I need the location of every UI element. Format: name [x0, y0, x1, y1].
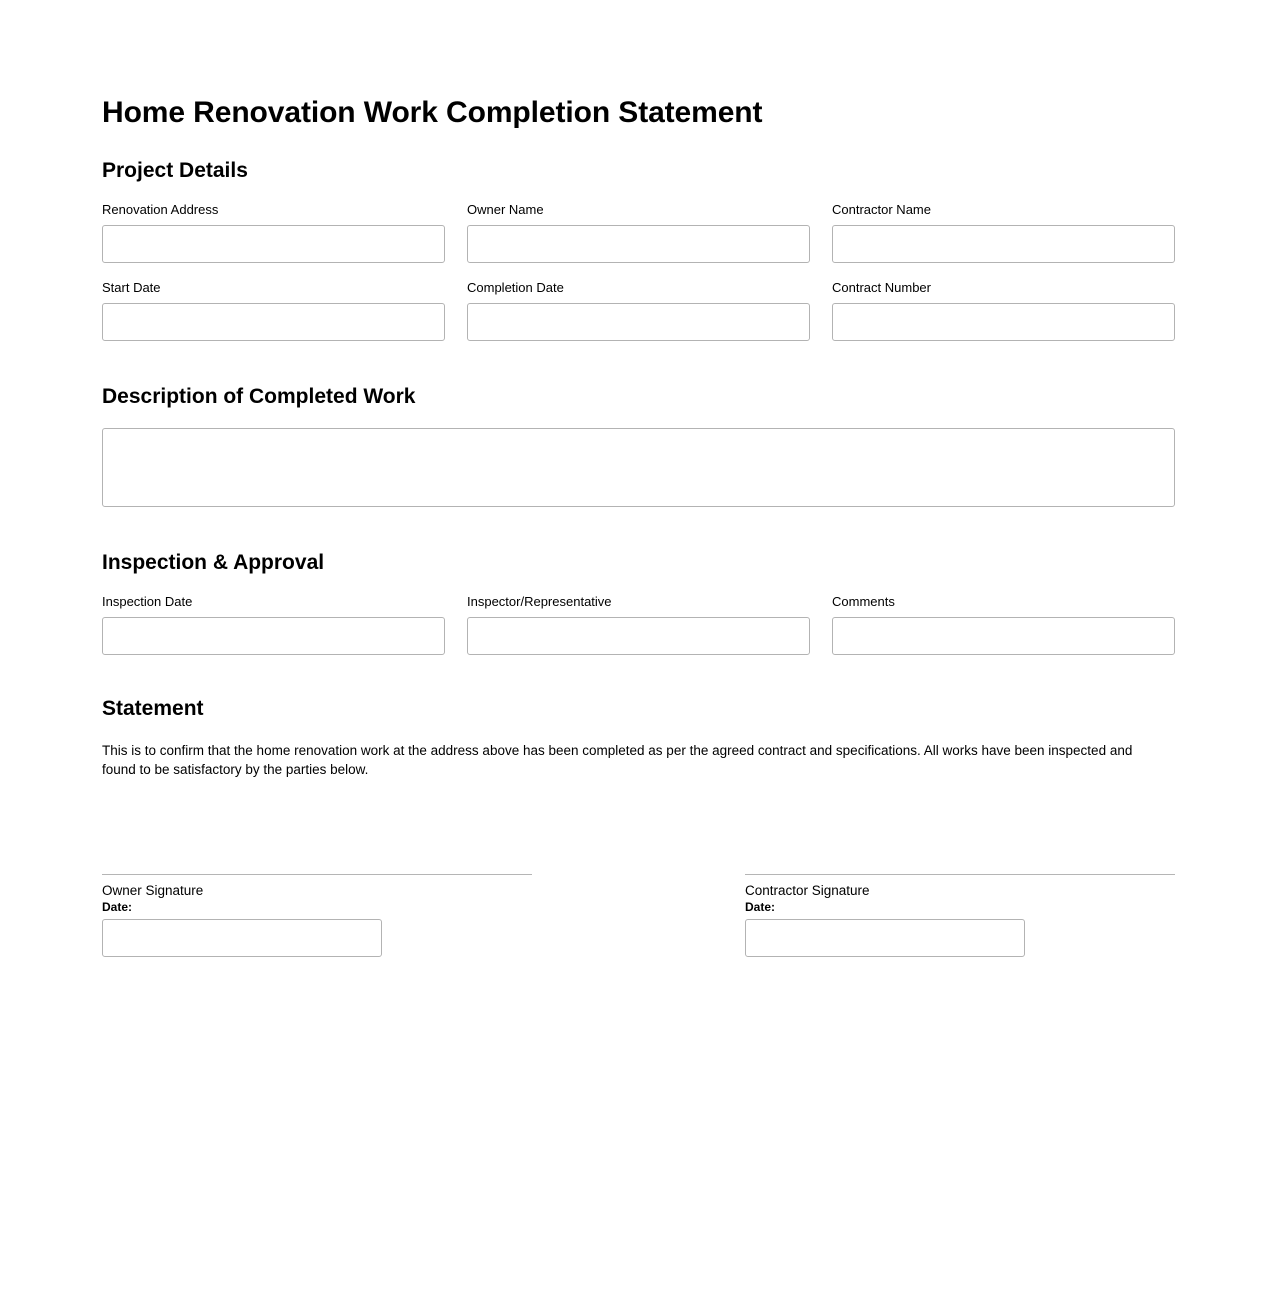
- owner-date-label: Date:: [102, 899, 133, 914]
- label-contract-number: Contract Number: [832, 280, 931, 296]
- input-owner-name[interactable]: [467, 225, 810, 263]
- statement-section: [102, 697, 1175, 778]
- label-start-date: Start Date: [102, 280, 161, 296]
- page-title: Home Renovation Work Completion Statement: [102, 96, 763, 129]
- field-inspector-representative: [467, 594, 810, 655]
- field-owner-name: [467, 202, 810, 263]
- label-inspector-representative: Inspector/Representative: [467, 594, 612, 610]
- input-inspection-date[interactable]: [102, 617, 445, 655]
- label-comments: Comments: [832, 594, 895, 610]
- input-comments[interactable]: [832, 617, 1175, 655]
- inspection-row-1: [102, 594, 1175, 655]
- statement-body: This is to confirm that the home renovation work at the address above has been completed as per the agreed contract and specifications. All works have been inspected and found to be satisfactory by the parties below.: [102, 742, 1133, 777]
- input-contractor-date[interactable]: [745, 919, 1025, 957]
- input-contractor-name[interactable]: [832, 225, 1175, 263]
- section-heading-description: Description of Completed Work: [102, 385, 416, 409]
- field-renovation-address: [102, 202, 445, 263]
- input-description-of-work[interactable]: [102, 428, 1175, 507]
- field-contractor-name: [832, 202, 1175, 263]
- label-completion-date: Completion Date: [467, 280, 564, 296]
- contractor-signature-block: [745, 874, 1175, 957]
- input-renovation-address[interactable]: [102, 225, 445, 263]
- owner-signature-block: [102, 874, 532, 957]
- contractor-signature-line: [745, 874, 1175, 875]
- label-owner-name: Owner Name: [467, 202, 544, 218]
- input-contract-number[interactable]: [832, 303, 1175, 341]
- owner-signature-label: Owner Signature: [102, 882, 204, 898]
- field-comments: [832, 594, 1175, 655]
- field-inspection-date: [102, 594, 445, 655]
- document-content: [102, 96, 1175, 957]
- label-contractor-name: Contractor Name: [832, 202, 931, 218]
- project-details-row-1: [102, 202, 1175, 263]
- contractor-date-label: Date:: [745, 899, 776, 914]
- input-start-date[interactable]: [102, 303, 445, 341]
- label-renovation-address: Renovation Address: [102, 202, 219, 218]
- section-heading-inspection: Inspection & Approval: [102, 551, 325, 575]
- input-completion-date[interactable]: [467, 303, 810, 341]
- field-start-date: [102, 280, 445, 341]
- signature-row: [102, 874, 1175, 957]
- input-inspector-representative[interactable]: [467, 617, 810, 655]
- input-owner-date[interactable]: [102, 919, 382, 957]
- owner-signature-line: [102, 874, 532, 875]
- section-heading-statement: Statement: [102, 697, 204, 721]
- section-heading-project-details: Project Details: [102, 159, 248, 182]
- label-inspection-date: Inspection Date: [102, 594, 193, 610]
- field-completion-date: [467, 280, 810, 341]
- contractor-signature-label: Contractor Signature: [745, 882, 870, 898]
- project-details-row-2: [102, 280, 1175, 341]
- field-contract-number: [832, 280, 1175, 341]
